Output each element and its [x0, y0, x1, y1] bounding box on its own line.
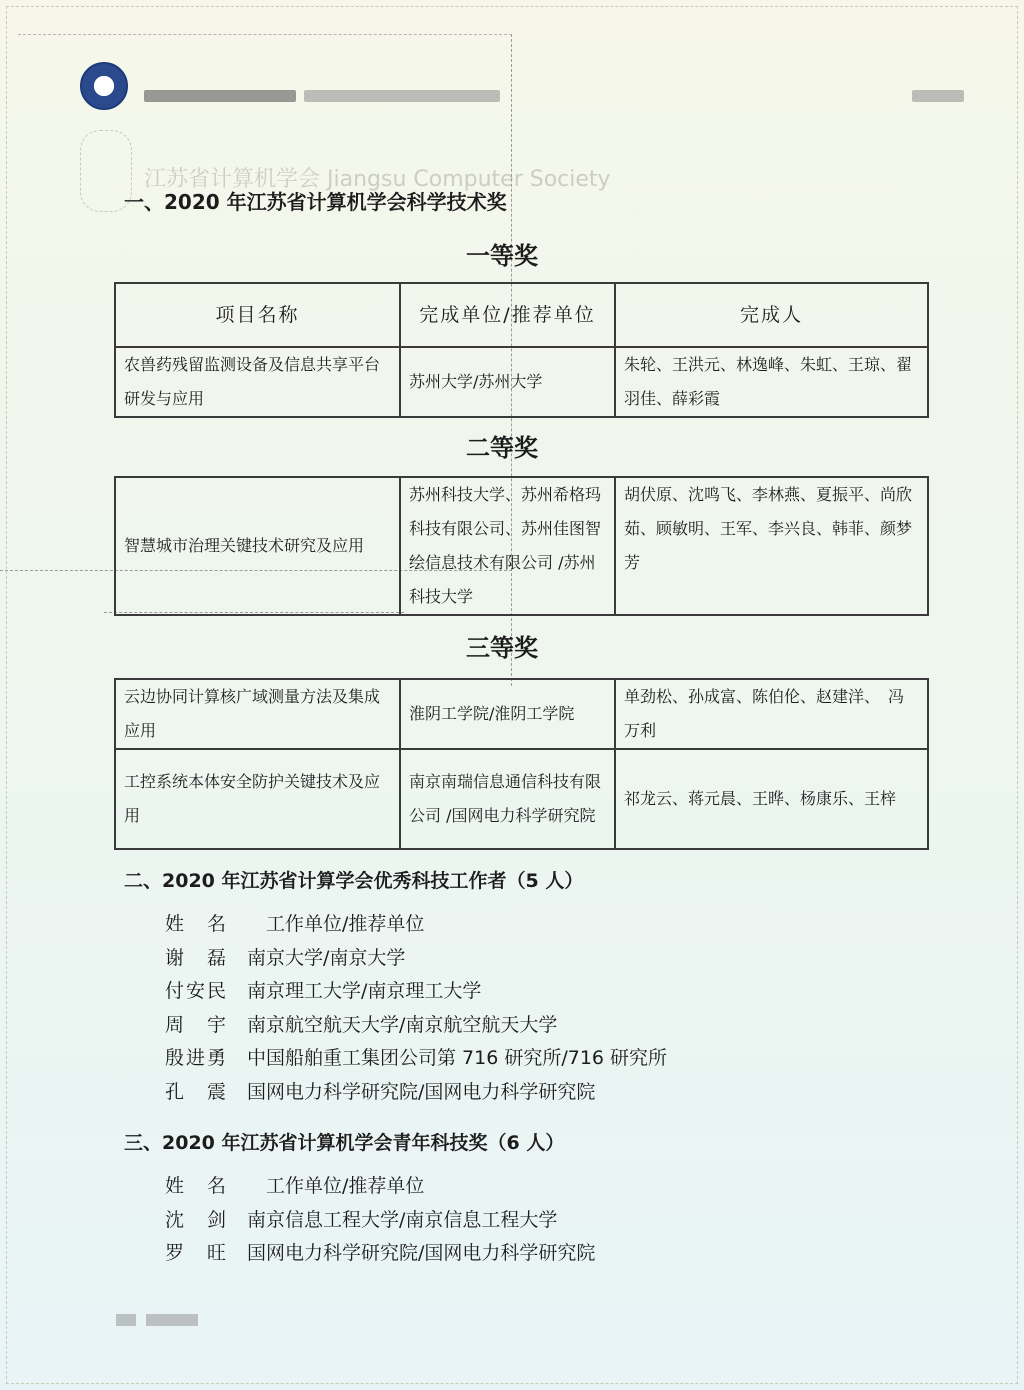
section2-list	[165, 908, 667, 1109]
person-unit: 国网电力科学研究院/国网电力科学研究院	[247, 1080, 596, 1103]
table-row	[115, 749, 928, 849]
list-item	[165, 1237, 595, 1271]
name-header: 姓 名	[165, 913, 229, 935]
person-unit: 南京信息工程大学/南京信息工程大学	[247, 1208, 558, 1231]
list-header	[165, 1170, 595, 1204]
list-item	[165, 1204, 595, 1238]
person-unit: 南京大学/南京大学	[247, 946, 406, 969]
list-item	[165, 1009, 667, 1043]
column-header: 项目名称	[115, 283, 400, 347]
person-name: 罗 旺	[165, 1242, 229, 1264]
person-name: 周 宇	[165, 1013, 229, 1036]
header-blurred-date	[912, 90, 964, 102]
column-header: 完成单位/推荐单位	[400, 283, 615, 347]
person-unit: 南京航空航天大学/南京航空航天大学	[247, 1013, 558, 1036]
society-logo-icon	[80, 62, 128, 110]
unit-header: 工作单位/推荐单位	[247, 913, 425, 935]
list-header	[165, 908, 667, 942]
third-prize-label: 三等奖	[466, 634, 538, 662]
person-name: 沈 剑	[165, 1208, 229, 1231]
third-prize-table	[114, 678, 929, 850]
header-blurred-title	[144, 90, 296, 102]
unit-cell: 南京南瑞信息通信科技有限公司 /国网电力科学研究院	[400, 749, 615, 849]
person-unit: 国网电力科学研究院/国网电力科学研究院	[247, 1242, 596, 1264]
section3-title: 三、2020 年江苏省计算机学会青年科技奖（6 人）	[124, 1132, 565, 1154]
table-row	[115, 347, 928, 417]
people-cell: 祁龙云、蒋元晨、王晔、杨康乐、王梓	[615, 749, 928, 849]
person-unit: 南京理工大学/南京理工大学	[247, 980, 482, 1002]
first-prize-table	[114, 282, 929, 418]
section2-title: 二、2020 年江苏省计算学会优秀科技工作者（5 人）	[124, 870, 584, 892]
person-name: 孔 震	[165, 1080, 229, 1103]
person-name: 谢 磊	[165, 946, 229, 969]
footer-blurred-page	[146, 1314, 198, 1326]
column-header: 完成人	[615, 283, 928, 347]
person-name: 付安民	[165, 980, 229, 1002]
unit-cell: 淮阴工学院/淮阴工学院	[400, 679, 615, 749]
unit-cell: 苏州大学/苏州大学	[400, 347, 615, 417]
list-item	[165, 942, 667, 976]
first-prize-label: 一等奖	[466, 242, 538, 270]
footer-blurred-mark	[116, 1314, 136, 1326]
project-cell: 云边协同计算核广域测量方法及集成应用	[115, 679, 400, 749]
list-item	[165, 975, 667, 1009]
table-row	[115, 679, 928, 749]
section1-title: 一、2020 年江苏省计算机学会科学技术奖	[124, 190, 507, 214]
people-cell: 单劲松、孙成富、陈伯伦、赵建洋、 冯万利	[615, 679, 928, 749]
unit-cell: 苏州科技大学、苏州希格玛科技有限公司、苏州佳图智绘信息技术有限公司 /苏州科技大学	[400, 477, 615, 615]
person-name: 殷进勇	[165, 1047, 229, 1069]
list-item	[165, 1042, 667, 1076]
list-item	[165, 1076, 667, 1110]
faint-society-name: 江苏省计算机学会 Jiangsu Computer Society	[144, 167, 611, 192]
header-blurred-subtitle	[304, 90, 500, 102]
person-unit: 中国船舶重工集团公司第 716 研究所/716 研究所	[247, 1047, 668, 1069]
people-cell: 胡伏原、沈鸣飞、李林燕、夏振平、尚欣茹、顾敏明、王军、李兴良、韩菲、颜梦芳	[615, 477, 928, 615]
second-prize-table	[114, 476, 929, 616]
project-cell: 工控系统本体安全防护关键技术及应用	[115, 749, 400, 849]
unit-header: 工作单位/推荐单位	[247, 1175, 425, 1197]
name-header: 姓 名	[165, 1175, 229, 1197]
second-prize-label: 二等奖	[466, 434, 538, 462]
people-cell: 朱轮、王洪元、林逸峰、朱虹、王琼、翟羽佳、薛彩霞	[615, 347, 928, 417]
table-header-row	[115, 283, 928, 347]
project-cell: 智慧城市治理关键技术研究及应用	[115, 477, 400, 615]
project-cell: 农兽药残留监测设备及信息共享平台研发与应用	[115, 347, 400, 417]
table-row	[115, 477, 928, 615]
section3-list	[165, 1170, 595, 1271]
